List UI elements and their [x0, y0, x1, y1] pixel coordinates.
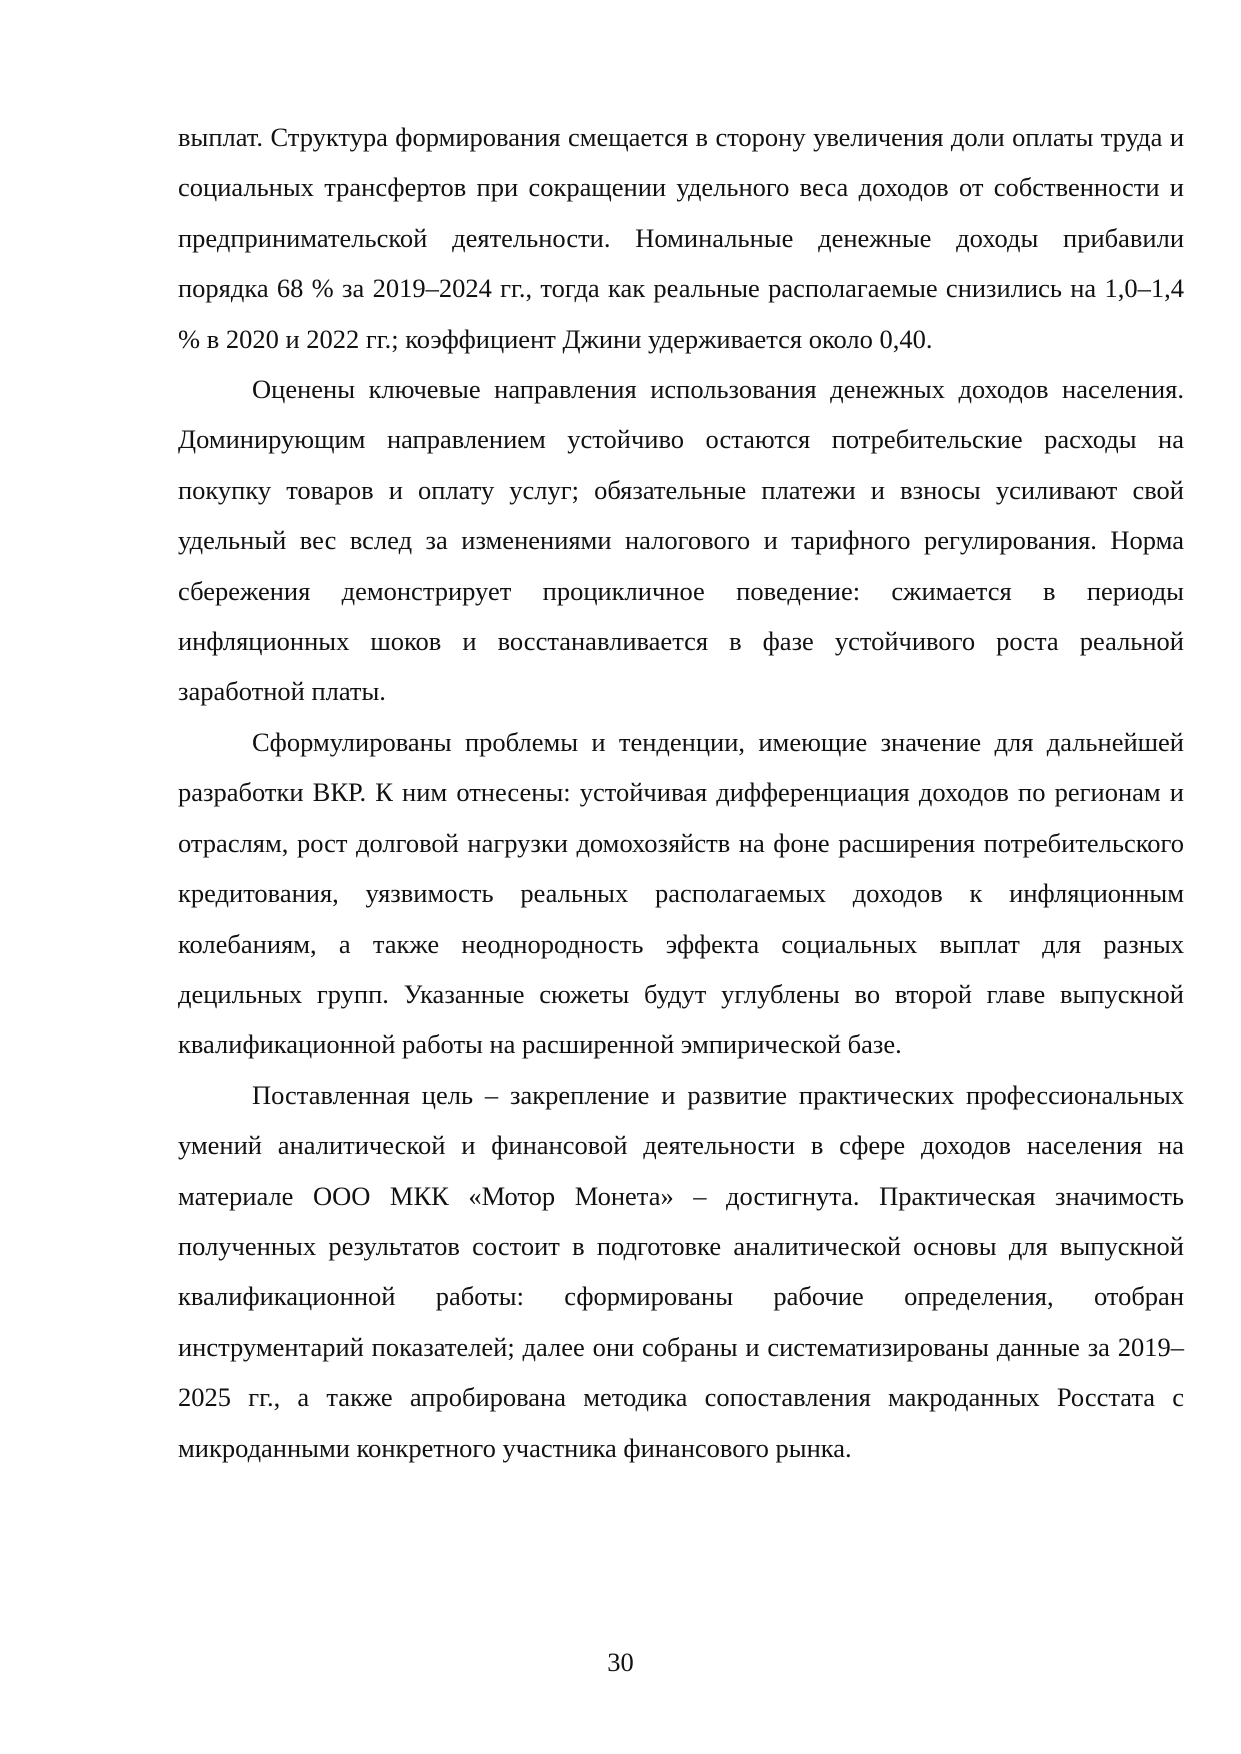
document-body — [178, 112, 1184, 1473]
page-number: 30 — [607, 1647, 634, 1677]
paragraph-continuation: выплат. Структура формирования смещается в сторону увеличения доли оплаты труда и социальных трансфертов при сокращении удельного веса доходов от собственности и предпринимательской деятельности. Номинальные денежные доходы прибавили порядка 68 % за 2019–2024 гг., тогда как реальные располагаемые снизились на 1,0–1,4 % в 2020 и 2022 гг.; коэффициент Джини удерживается около 0,40. — [178, 122, 1184, 354]
paragraph-conclusion: Поставленная цель – закрепление и развитие практических профессиональных умений аналитической и финансовой деятельности в сфере доходов населения на материале ООО МКК «Мотор Монета» – достигнута. Практическая значимость полученных результатов состоит в подготовке аналитической основы для выпускной квалификационной работы: сформированы рабочие определения, отобран инструментарий показателей; далее они собраны и систематизированы данные за 2019–2025 гг., а также апробирована методика сопоставления макроданных Росстата с микроданными конкретного участника финансового рынка. — [178, 1079, 1184, 1463]
paragraph-income-use: Оценены ключевые направления использования денежных доходов населения. Доминирующим направлением устойчиво остаются потребительские расходы на покупку товаров и оплату услуг; обязательные платежи и взносы усиливают свой удельный вес вслед за изменениями налогового и тарифного регулирования. Норма сбережения демонстрирует процикличное поведение: сжимается в периоды инфляционных шоков и восстанавливается в фазе устойчивого роста реальной заработной платы. — [178, 374, 1184, 707]
paragraph-problems-trends: Сформулированы проблемы и тенденции, имеющие значение для дальнейшей разработки ВКР. К ним отнесены: устойчивая дифференциация доходов по регионам и отраслям, рост долговой нагрузки домохозяйств на фоне расширения потребительского кредитования, уязвимость реальных располагаемых доходов к инфляционным колебаниям, а также неоднородность эффекта социальных выплат для разных децильных групп. Указанные сюжеты будут углублены во второй главе выпускной квалификационной работы на расширенной эмпирической базе. — [178, 726, 1184, 1060]
